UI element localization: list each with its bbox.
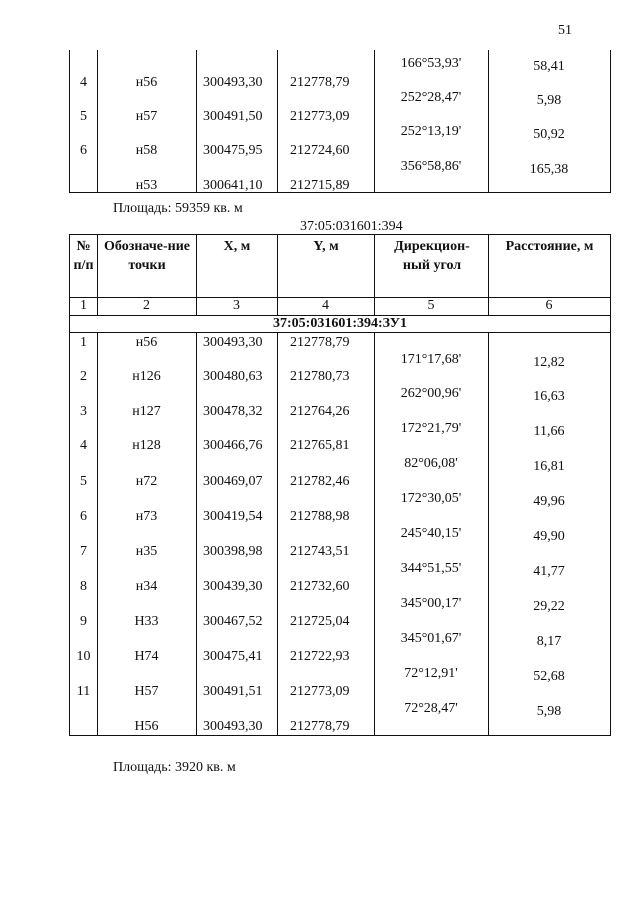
boundary-table-continuation [69,50,611,193]
distance: 58,41 [533,59,565,74]
directional-angle: 166°53,93' [400,56,462,71]
point-id: н127 [132,404,161,419]
distance: 8,17 [536,634,562,649]
column-number: 5 [427,298,435,313]
x-coordinate: 300475,41 [203,649,263,664]
directional-angle: 82°06,08' [404,456,458,471]
directional-angle: 171°17,68' [400,352,462,367]
point-id: н34 [135,579,158,594]
row-number: 5 [80,474,87,489]
distance: 29,22 [533,599,565,614]
distance: 50,92 [533,127,565,142]
directional-angle: 72°12,91' [404,666,458,681]
directional-angle: 345°00,17' [400,596,462,611]
directional-angle: 252°28,47' [400,90,462,105]
x-coordinate: 300480,63 [203,369,263,384]
y-coordinate: 212764,26 [290,404,350,419]
boundary-table [69,234,611,736]
header-number: № п/п [73,239,94,273]
y-coordinate: 212778,79 [290,335,350,350]
header-angle: Дирекцион-ный угол [394,239,470,273]
x-coordinate: 300475,95 [203,143,263,158]
y-coordinate: 212743,51 [290,544,350,559]
row-number: 6 [80,509,87,524]
distance: 41,77 [533,564,565,579]
row-number: 9 [80,614,87,629]
row-number: 1 [80,335,87,350]
y-coordinate: 212780,73 [290,369,350,384]
row-number: 10 [76,649,91,664]
x-coordinate: 300398,98 [203,544,263,559]
directional-angle: 356°58,86' [400,159,462,174]
distance: 11,66 [533,424,565,439]
directional-angle: 172°21,79' [400,421,462,436]
point-id: н72 [135,474,158,489]
x-coordinate: 300491,51 [203,684,263,699]
directional-angle: 72°28,47' [404,701,458,716]
x-coordinate: 300467,52 [203,614,263,629]
header-x: X, м [223,239,251,254]
distance: 165,38 [529,162,569,177]
x-coordinate: 300493,30 [203,75,263,90]
x-coordinate: 300641,10 [203,178,263,193]
point-id: н56 [135,75,158,90]
y-coordinate: 212773,09 [290,109,350,124]
point-id: Н56 [134,719,159,734]
directional-angle: 252°13,19' [400,124,462,139]
header-y: Y, м [313,239,339,254]
point-id: н58 [135,143,158,158]
y-coordinate: 212765,81 [290,438,350,453]
row-number: 11 [76,684,91,699]
area-total: Площадь: 59359 кв. м [113,201,243,216]
point-id: н53 [135,178,158,193]
y-coordinate: 212788,98 [290,509,350,524]
y-coordinate: 212732,60 [290,579,350,594]
distance: 16,81 [533,459,565,474]
point-id: Н57 [134,684,159,699]
column-number: 3 [233,298,240,313]
row-number: 7 [80,544,87,559]
column-number: 4 [322,298,329,313]
section-title: 37:05:031601:394:ЗУ1 [273,316,407,331]
point-id: Н33 [134,614,159,629]
x-coordinate: 300419,54 [203,509,263,524]
row-number: 3 [80,404,87,419]
y-coordinate: 212778,79 [290,75,350,90]
point-id: н126 [132,369,161,384]
row-number: 4 [80,75,87,90]
row-number: 2 [80,369,87,384]
directional-angle: 245°40,15' [400,526,462,541]
x-coordinate: 300478,32 [203,404,263,419]
row-number: 5 [80,109,87,124]
column-number: 1 [80,298,87,313]
point-id: н128 [132,438,161,453]
x-coordinate: 300493,30 [203,719,263,734]
y-coordinate: 212715,89 [290,178,350,193]
row-number: 4 [80,438,87,453]
y-coordinate: 212724,60 [290,143,350,158]
x-coordinate: 300491,50 [203,109,263,124]
directional-angle: 345°01,67' [400,631,462,646]
distance: 52,68 [533,669,565,684]
distance: 49,90 [533,529,565,544]
y-coordinate: 212778,79 [290,719,350,734]
page-number: 51 [558,23,572,38]
directional-angle: 344°51,55' [400,561,462,576]
point-id: н73 [135,509,158,524]
y-coordinate: 212725,04 [290,614,350,629]
x-coordinate: 300469,07 [203,474,263,489]
point-id: н57 [135,109,158,124]
y-coordinate: 212782,46 [290,474,350,489]
x-coordinate: 300466,76 [203,438,263,453]
y-coordinate: 212773,09 [290,684,350,699]
x-coordinate: 300439,30 [203,579,263,594]
distance: 12,82 [533,355,565,370]
distance: 49,96 [533,494,565,509]
column-number: 6 [545,298,553,313]
y-coordinate: 212722,93 [290,649,350,664]
cadastral-number: 37:05:031601:394 [300,219,403,234]
distance: 5,98 [536,704,562,719]
directional-angle: 172°30,05' [400,491,462,506]
distance: 5,98 [536,93,562,108]
row-number: 8 [80,579,87,594]
directional-angle: 262°00,96' [400,386,462,401]
area-total: Площадь: 3920 кв. м [113,760,236,775]
point-id: н56 [135,335,158,350]
column-number: 2 [143,298,150,313]
row-number: 6 [80,143,87,158]
point-id: н35 [135,544,158,559]
header-point-id: Обозначе-ние точки [104,239,190,273]
distance: 16,63 [533,389,565,404]
point-id: Н74 [134,649,159,664]
x-coordinate: 300493,30 [203,335,263,350]
header-distance: Расстояние, м [505,239,594,254]
